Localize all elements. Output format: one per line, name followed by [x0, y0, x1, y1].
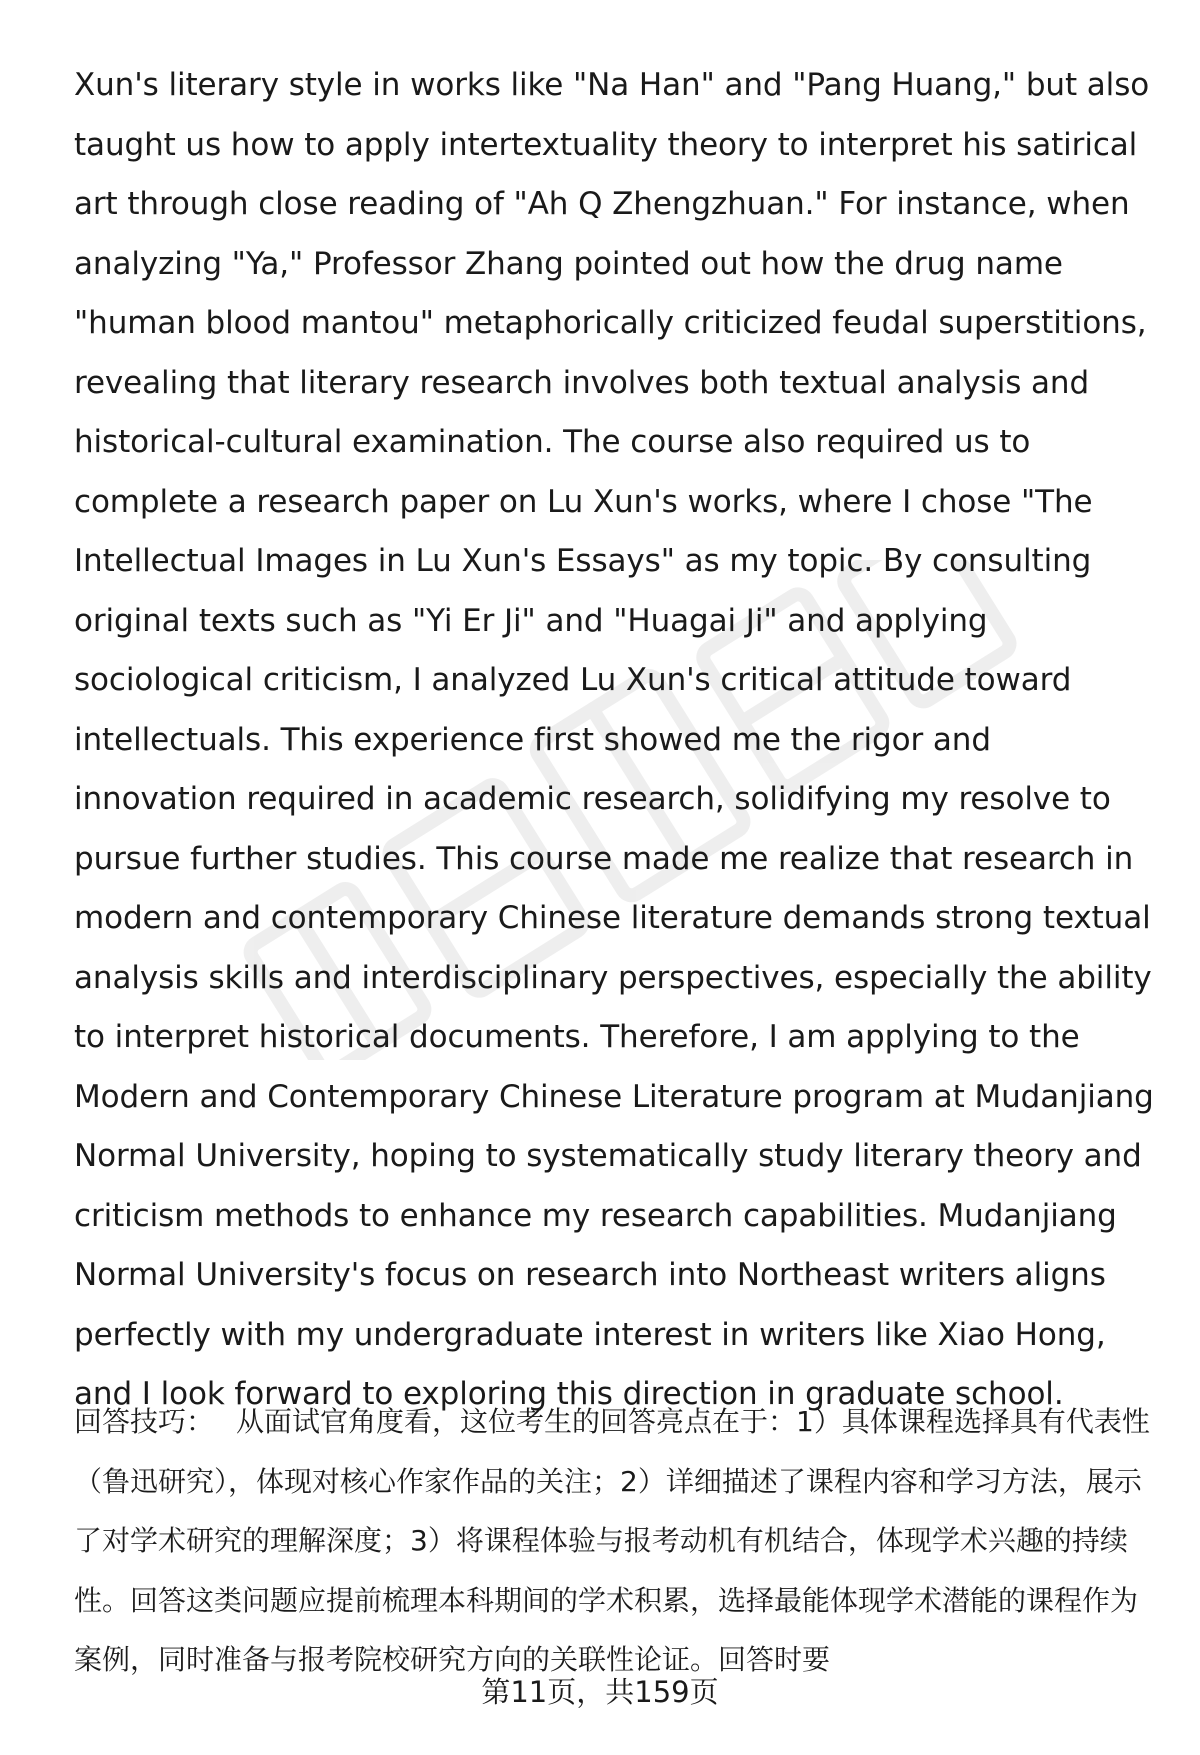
interview-tips-paragraph: [74, 1392, 1154, 1690]
page-number-footer: 第11页，共159页: [481, 1675, 719, 1709]
tips-label: 回答技巧：: [74, 1405, 215, 1438]
body-paragraph: Xun's literary style in works like "Na Han" and "Pang Huang," but also taught us how to apply intertextuality theory to interpret his satirical art through close reading of "Ah Q Zhengzhuan." For instance, when analyzing "Ya," Professor Zhang pointed out how the drug name "human blood mantou" metaphorically criticized feudal superstitions, revealing that literary research involves both textual analysis and historical-cultural examination. The course also required us to complete a research paper on Lu Xun's works, where I chose "The Intellectual Images in Lu Xun's Essays" as my topic. By consulting original texts such as "Yi Er Ji" and "Huagai Ji" and applying sociological criticism, I analyzed Lu Xun's critical attitude toward intellectuals. This experience first showed me the rigor and innovation required in academic research, solidifying my resolve to pursue further studies. This course made me realize that research in modern and contemporary Chinese literature demands strong textual analysis skills and interdisciplinary perspectives, especially the ability to interpret historical documents. Therefore, I am applying to the Modern and Contemporary Chinese Literature program at Mudanjiang Normal University, hoping to systematically study literary theory and criticism methods to enhance my research capabilities. Mudanjiang Normal University's focus on research into Northeast writers aligns perfectly with my undergraduate interest in writers like Xiao Hong, and I look forward to exploring this direction in graduate school.: [74, 67, 1154, 1412]
tips-text: 从面试官角度看，这位考生的回答亮点在于：1）具体课程选择具有代表性（鲁迅研究），体现对核心作家作品的关注；2）详细描述了课程内容和学习方法，展示了对学术研究的理解深度；3）将课程体验与报考动机有机结合，体现学术兴趣的持续性。回答这类问题应提前梳理本科期间的学术积累，选择最能体现学术潜能的课程作为案例，同时准备与报考院校研究方向的关联性论证。回答时要: [74, 1405, 1150, 1676]
